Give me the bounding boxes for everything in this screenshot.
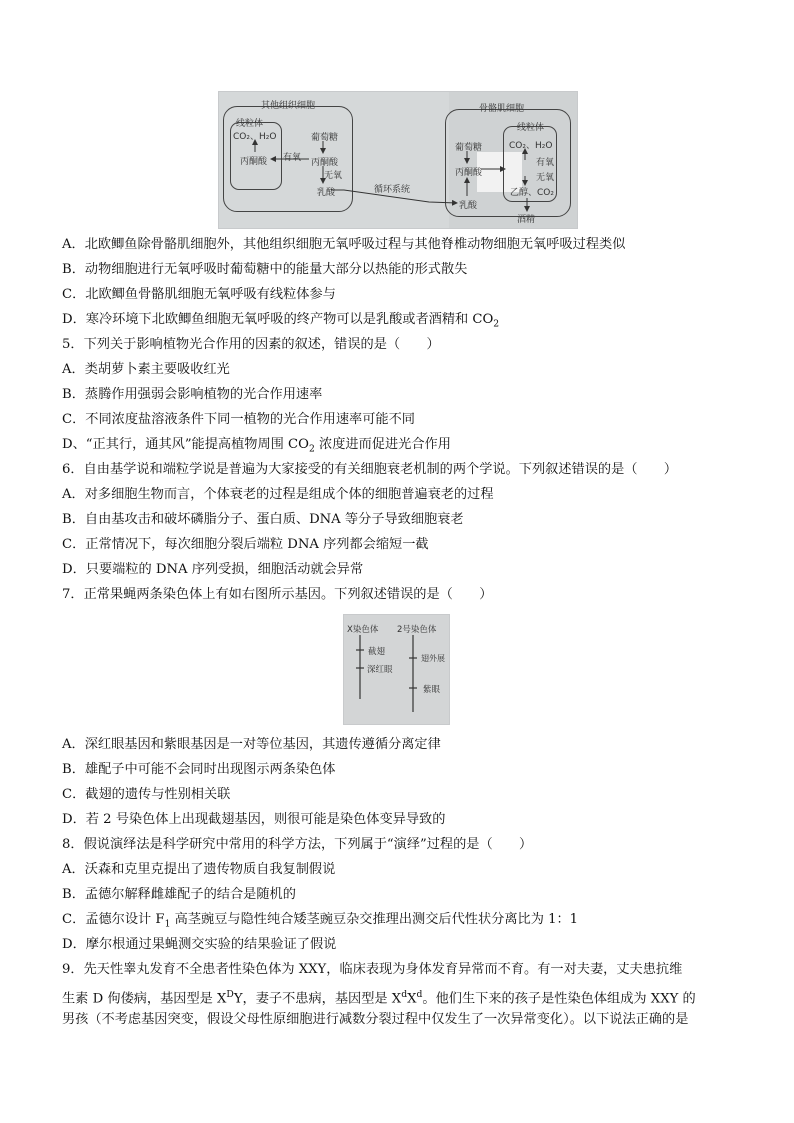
left-lactate: 乳酸 (317, 188, 336, 198)
q8-stem: 8．假说演绎法是科学研究中常用的科学方法，下列属于“演绎”过程的是（ ） (62, 837, 533, 852)
q4-option-a: A．北欧鲫鱼除骨骼肌细胞外，其他组织细胞无氧呼吸过程与其他脊椎动物细胞无氧呼吸过程类似 (62, 237, 626, 252)
gene-purple-eye: 紫眼 (423, 685, 441, 695)
q7-option-d: D．若 2 号染色体上出现截翅基因，则很可能是染色体变异导致的 (62, 812, 446, 827)
right-lactate: 乳酸 (459, 201, 478, 211)
right-ethanol-co2: 乙醇、CO₂ (510, 188, 554, 198)
q8-option-c-pre: C．孟德尔设计 F (62, 912, 165, 927)
right-anaerobic-label: 无氧 (536, 173, 555, 183)
q5-option-d-sub: 2 (308, 443, 315, 455)
q4-option-d (62, 311, 499, 334)
x-chromosome-label: X染色体 (347, 625, 379, 635)
q8-option-c-sub: 1 (164, 918, 171, 930)
q9-line-1: 9．先天性睾丸发育不全患者性染色体为 XXY，临床表现为身体发育异常而不育。有一对夫妻，丈夫患抗维 (62, 962, 683, 977)
right-glucose: 葡萄糖 (455, 143, 483, 153)
left-aerobic-label: 有氧 (283, 153, 302, 163)
right-pyruvate: 丙酮酸 (455, 168, 483, 178)
chromosome-lines (344, 615, 449, 724)
q7-option-c: C．截翅的遗传与性别相关联 (62, 787, 231, 802)
q9-line-2-d: 。他们生下来的孩子是性染色体组成为 XXY 的 (422, 991, 696, 1007)
q7-option-b: B．雄配子中可能不会同时出现图示两条染色体 (62, 762, 336, 777)
q8-option-d: D．摩尔根通过果蝇测交实验的结果验证了假说 (62, 937, 337, 952)
q6-option-d: D．只要端粒的 DNA 序列受损，细胞活动就会异常 (62, 562, 364, 577)
circulation-label: 循环系统 (374, 185, 411, 195)
q8-option-b: B．孟德尔解释雌雄配子的结合是随机的 (62, 887, 296, 902)
q9-line-2-b: Y，妻子不患病，基因型是 X (233, 991, 402, 1007)
skeletal-muscle-label: 骨骼肌细胞 (479, 104, 525, 114)
right-mito-label: 线粒体 (517, 123, 545, 133)
right-ethanol: 酒精 (517, 215, 536, 225)
q9-line-2-a: 生素 D 佝偻病，基因型是 X (62, 991, 227, 1007)
q6-option-b: B．自由基攻击和破坏磷脂分子、蛋白质、DNA 等分子导致细胞衰老 (62, 512, 464, 527)
q9-line-2-c: X (407, 991, 417, 1007)
q4-option-d-sub: 2 (493, 318, 500, 330)
q6-stem: 6．自由基学说和端粒学说是普遍为大家接受的有关细胞衰老机制的两个学说。下列叙述错误的是（ ） (62, 462, 678, 477)
gene-truncated-wing: 截翅 (368, 647, 386, 657)
left-glucose: 葡萄糖 (311, 133, 339, 143)
q8-option-c-post: 高茎豌豆与隐性纯合矮茎豌豆杂交推理出测交后代性状分离比为 1：1 (170, 912, 579, 927)
respiration-arrows (219, 92, 577, 228)
q9-line-2-sup1: D (226, 989, 234, 1000)
right-co2-h2o: CO₂、H₂O (509, 141, 553, 151)
gene-outstretched-wing: 翅外展 (421, 654, 445, 663)
q7-option-a: A．深红眼基因和紫眼基因是一对等位基因，其遗传遵循分离定律 (62, 737, 441, 752)
gene-dark-red-eye: 深红眼 (367, 665, 393, 675)
q4-option-c: C．北欧鲫鱼骨骼肌细胞无氧呼吸有线粒体参与 (62, 287, 336, 302)
left-anaerobic-label: 无氧 (324, 171, 343, 181)
q4-option-d-text: D．寒冷环境下北欧鲫鱼细胞无氧呼吸的终产物可以是乳酸或者酒精和 CO (62, 312, 494, 327)
right-aerobic-label: 有氧 (536, 158, 555, 168)
left-co2-h2o: CO₂、H₂O (233, 132, 277, 142)
q5-option-d-post: 浓度进而促进光合作用 (314, 437, 451, 452)
q5-option-c: C．不同浓度盐溶液条件下同一植物的光合作用速率可能不同 (62, 412, 415, 427)
q7-stem: 7．正常果蝇两条染色体上有如右图所示基因。下列叙述错误的是（ ） (62, 587, 493, 602)
q5-option-d-pre: D、“正其行，通其风”能提高植物周围 CO (62, 437, 309, 452)
q5-stem: 5．下列关于影响植物光合作用的因素的叙述，错误的是（ ） (62, 337, 440, 352)
chr2-label: 2号染色体 (397, 625, 437, 635)
q9-line-3: 男孩（不考虑基因突变，假设父母性原细胞进行减数分裂过程中仅发生了一次异常变化）。以下说法正确的是 (62, 1012, 689, 1027)
q9-line-2 (62, 986, 696, 1008)
q8-option-c (62, 911, 578, 934)
q5-option-a: A．类胡萝卜素主要吸收红光 (62, 362, 230, 377)
q6-option-c: C．正常情况下，每次细胞分裂后端粒 DNA 序列都会缩短一截 (62, 537, 429, 552)
q9-line-2-sup3: d (416, 989, 423, 1000)
q8-option-a: A．沃森和克里克提出了遗传物质自我复制假说 (62, 862, 336, 877)
left-pyruvate-inner: 丙酮酸 (240, 157, 268, 167)
chromosome-diagram (343, 614, 450, 725)
q9-line-2-sup2: d (401, 989, 408, 1000)
q5-option-d (62, 436, 451, 459)
q4-option-b: B．动物细胞进行无氧呼吸时葡萄糖中的能量大部分以热能的形式散失 (62, 262, 468, 277)
left-pyruvate: 丙酮酸 (311, 158, 339, 168)
left-mito-label: 线粒体 (236, 119, 264, 129)
respiration-diagram (218, 91, 578, 229)
q6-option-a: A．对多细胞生物而言，个体衰老的过程是组成个体的细胞普遍衰老的过程 (62, 487, 494, 502)
q5-option-b: B．蒸腾作用强弱会影响植物的光合作用速率 (62, 387, 323, 402)
other-tissue-label: 其他组织细胞 (261, 101, 316, 111)
